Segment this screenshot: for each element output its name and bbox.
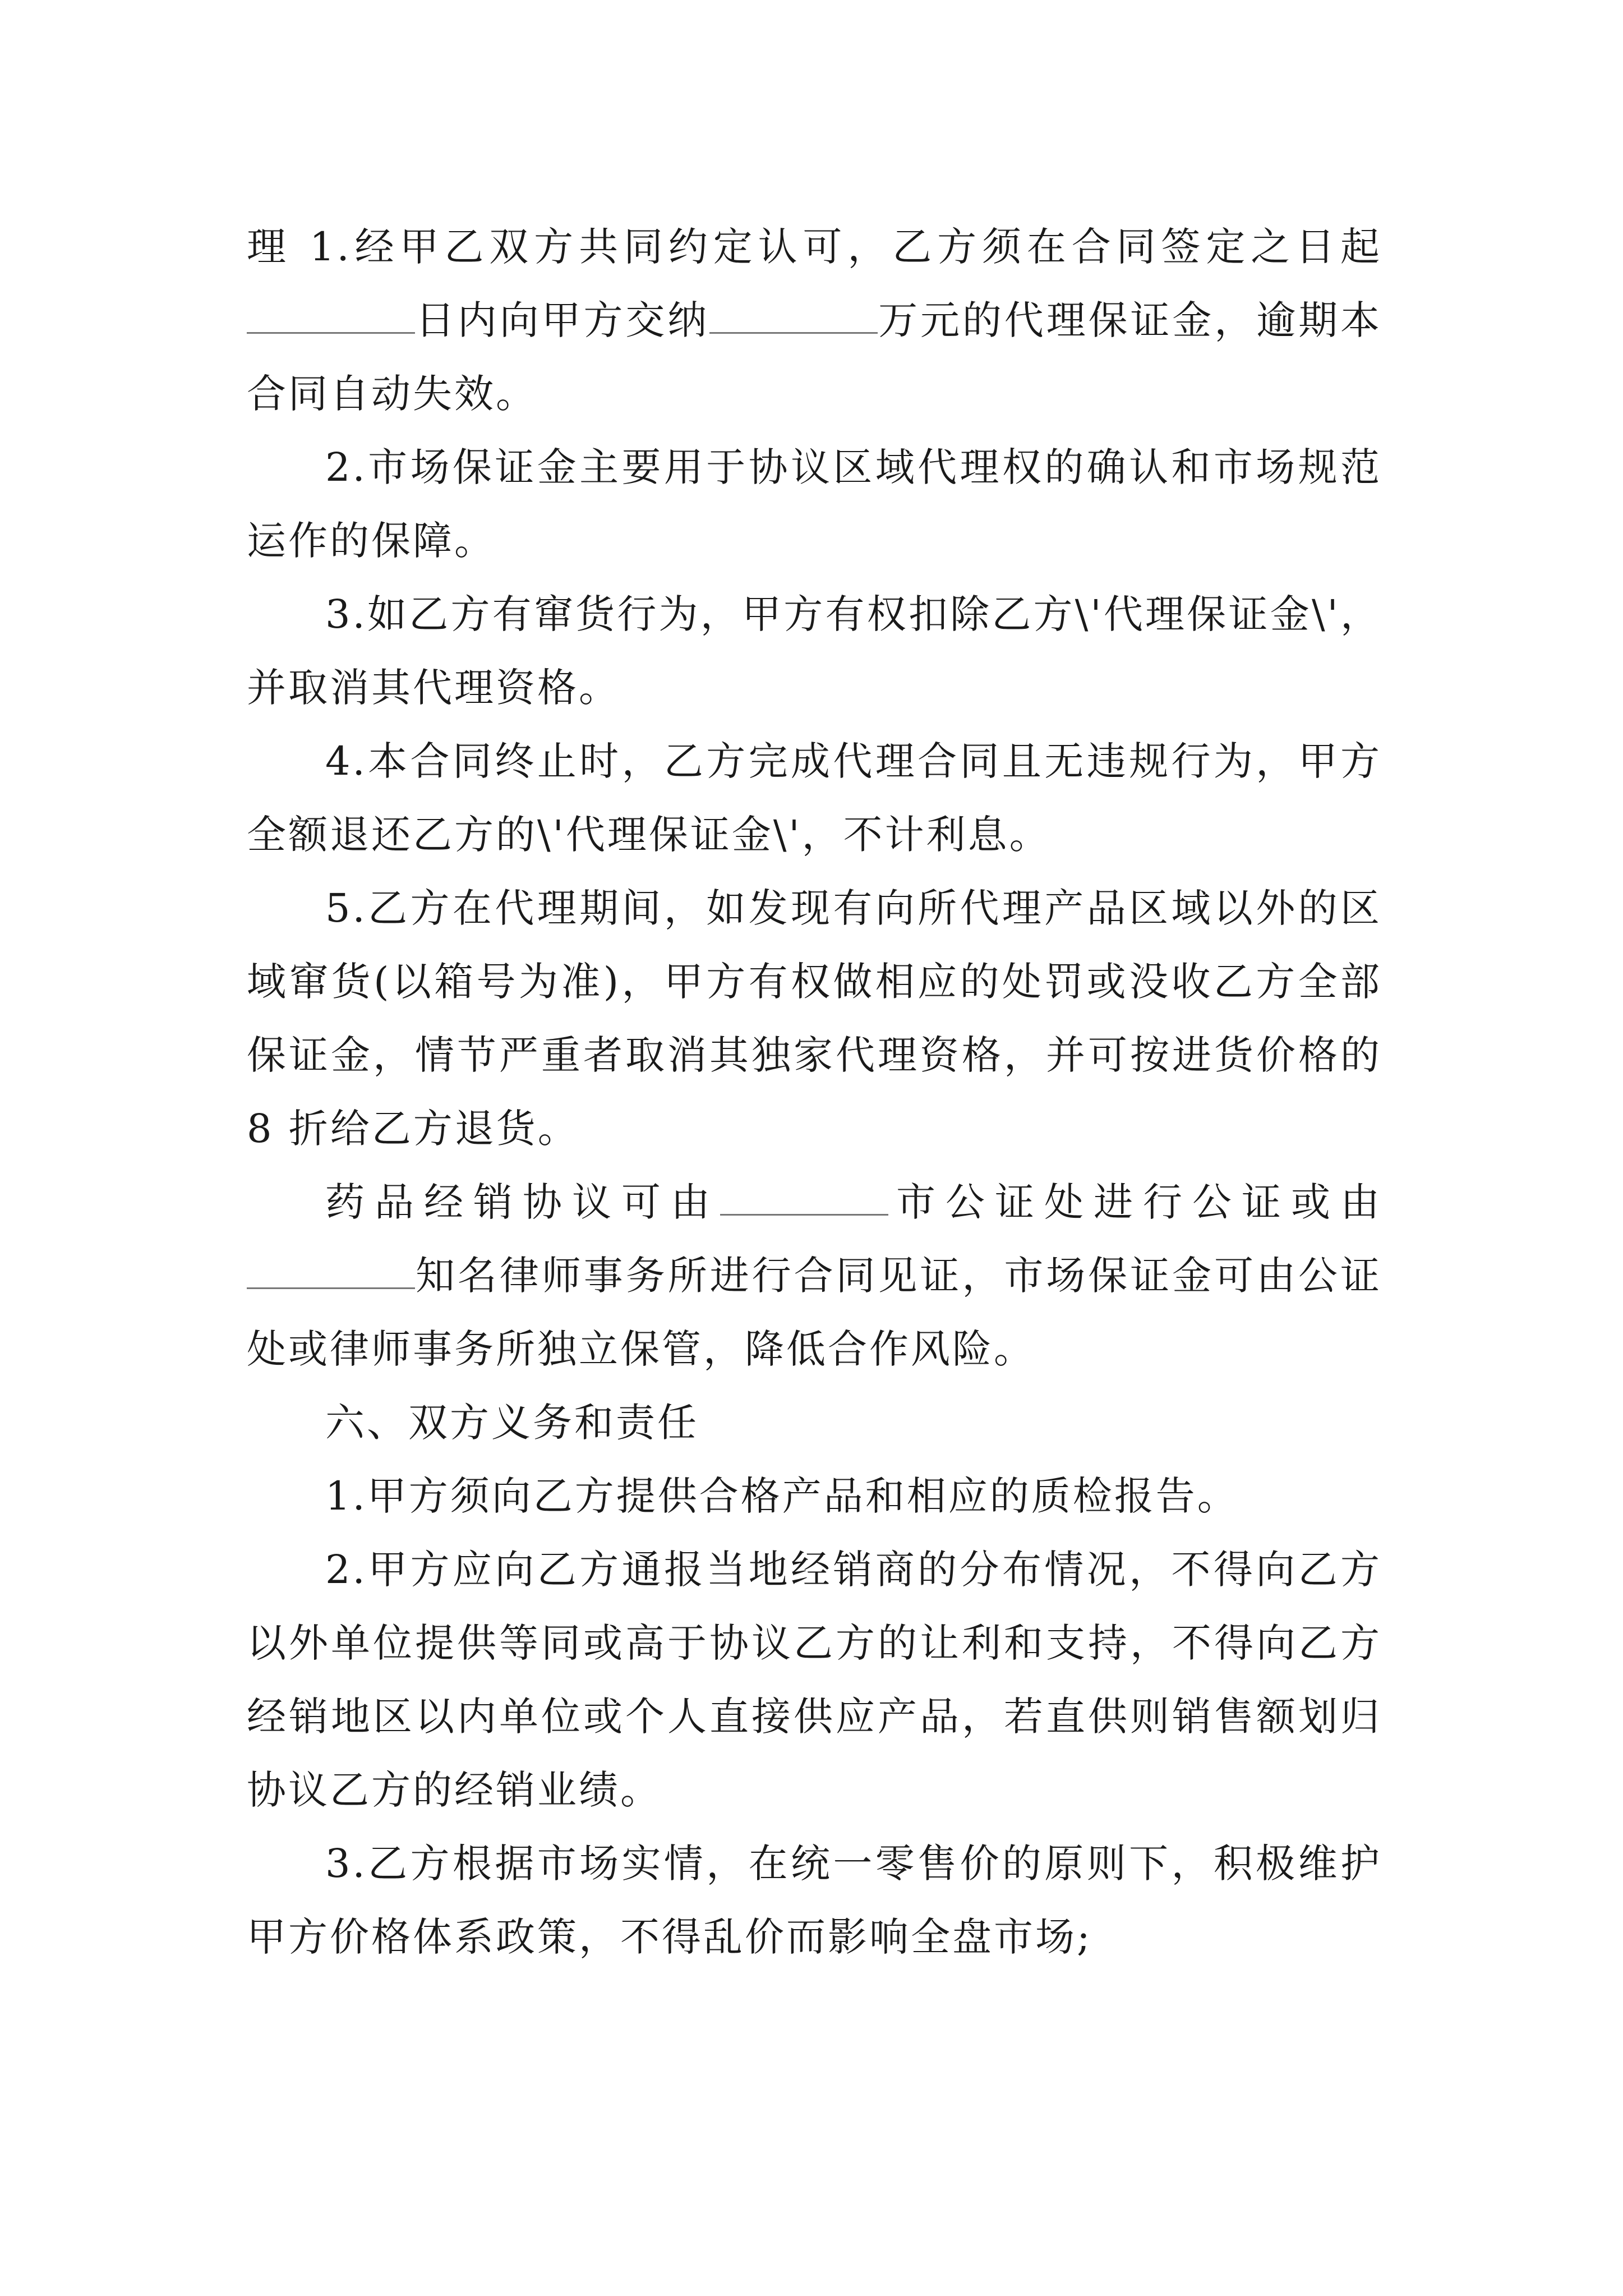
document-body: [247, 210, 1382, 1974]
paragraph-notarization: [247, 1166, 1382, 1386]
paragraph-regional-violation: 5.乙方在代理期间，如发现有向所代理产品区域以外的区域窜货(以箱号为准)，甲方有权做相应的处罚或没收乙方全部保证金，情节严重者取消其独家代理资格，并可按进货价格的 8 折给乙方退货。: [247, 885, 1382, 1152]
paragraph-deposit-refund: 4.本合同终止时，乙方完成代理合同且无违规行为，甲方全额退还乙方的\'代理保证金\'，不计利息。: [247, 738, 1382, 858]
section-heading-obligations: 六、双方义务和责任: [325, 1400, 699, 1446]
paragraph-text: 理 1.经甲乙双方共同约定认可，乙方须在合同签定之日起: [247, 224, 1382, 270]
paragraph-text: 万元的代理保证金，逾期本合同自动失效。: [247, 297, 1382, 417]
paragraph-text: 市公证处进行公证或由: [888, 1179, 1382, 1225]
fill-in-blank-amount: [709, 295, 878, 334]
paragraph-obligation-3: 3.乙方根据市场实情，在统一零售价的原则下，积极维护甲方价格体系政策，不得乱价而影响全盘市场;: [247, 1841, 1382, 1960]
paragraph-cross-selling-penalty: 3.如乙方有窜货行为，甲方有权扣除乙方\'代理保证金\'，并取消其代理资格。: [247, 591, 1382, 711]
fill-in-blank-law-firm: [247, 1250, 415, 1289]
paragraph-obligation-1: 1.甲方须向乙方提供合格产品和相应的质检报告。: [325, 1473, 1239, 1519]
paragraph-text: 药品经销协议可由: [325, 1179, 720, 1225]
paragraph-deposit-payment: [247, 210, 1382, 431]
paragraph-text: 知名律师事务所进行合同见证，市场保证金可由公证处或律师事务所独立保管，降低合作风险。: [247, 1253, 1382, 1372]
paragraph-text: 日内向甲方交纳: [415, 297, 710, 343]
paragraph-obligation-2: 2.甲方应向乙方通报当地经销商的分布情况，不得向乙方以外单位提供等同或高于协议乙方的让利和支持，不得向乙方经销地区以内单位或个人直接供应产品，若直供则销售额划归协议乙方的经销业绩。: [247, 1547, 1382, 1813]
fill-in-blank-city: [720, 1177, 888, 1216]
fill-in-blank-days: [247, 295, 415, 334]
paragraph-deposit-purpose: 2.市场保证金主要用于协议区域代理权的确认和市场规范运作的保障。: [247, 444, 1382, 564]
